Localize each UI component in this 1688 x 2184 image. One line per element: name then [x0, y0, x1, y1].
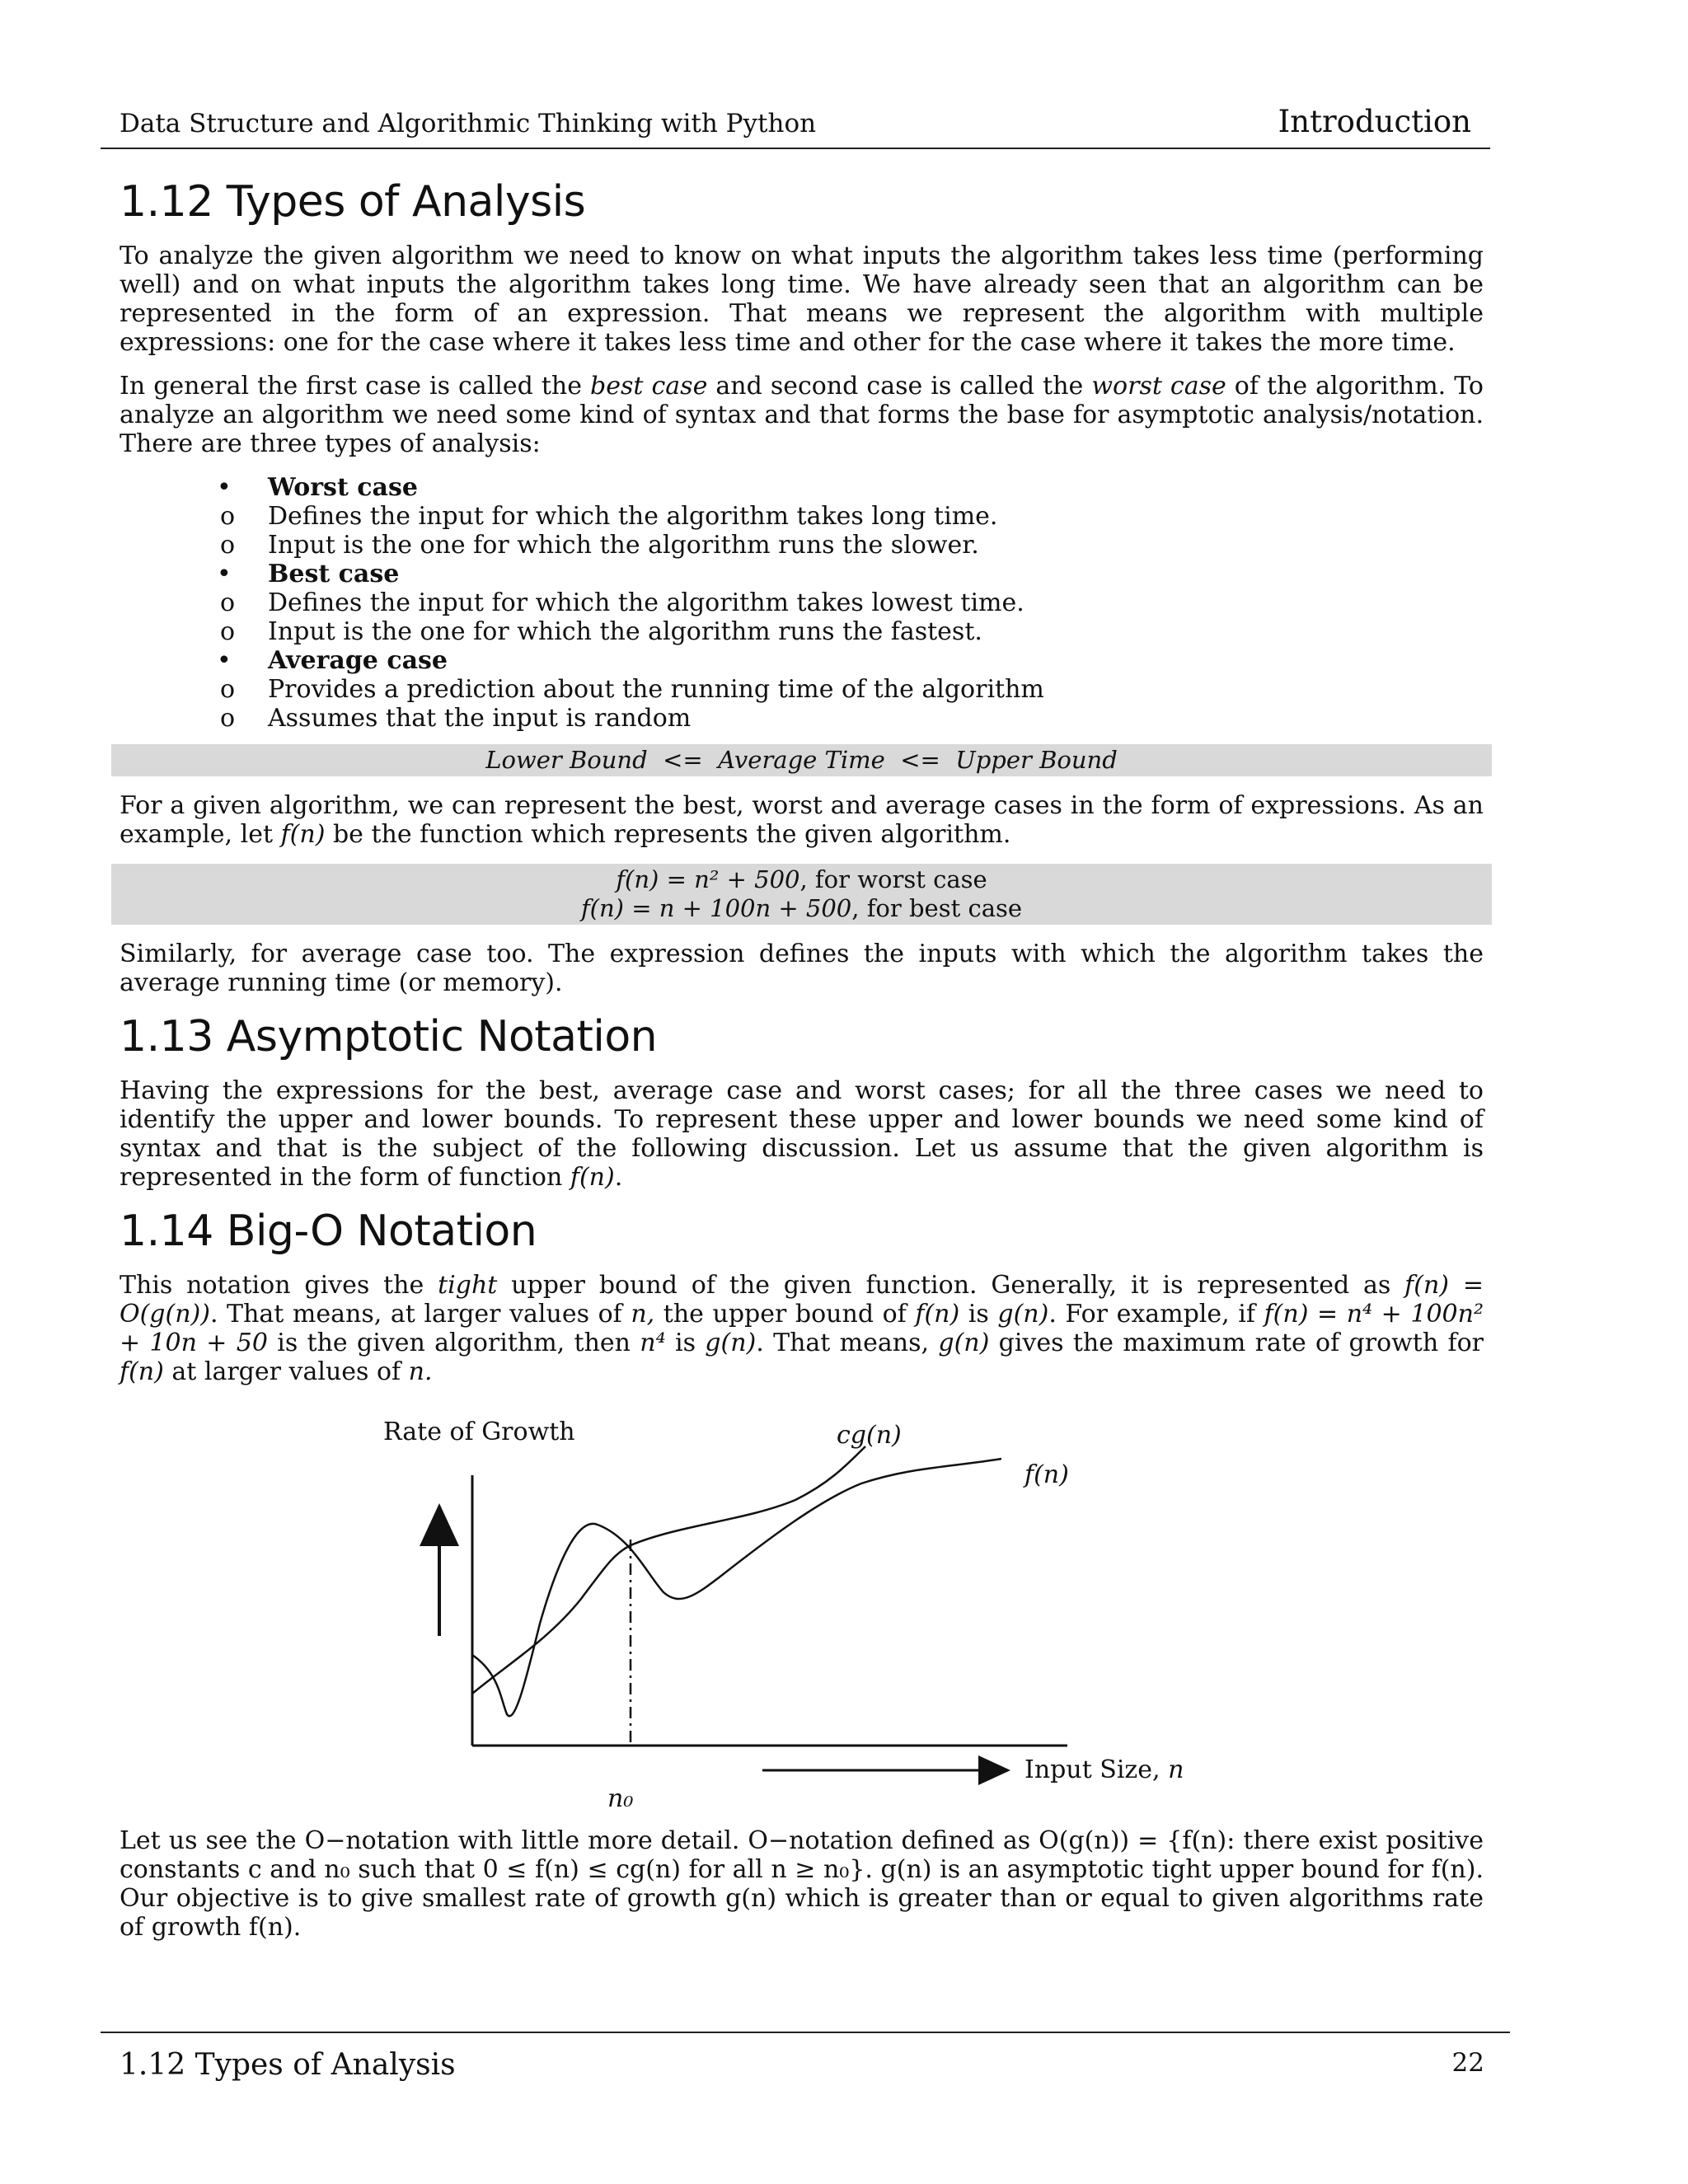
bullet: • [217, 473, 232, 502]
paragraph: Let us see the O−notation with little more detail. O−notation defined as O(g(n)) = {f(n): there exist positive constants c and n₀ such that 0 ≤ f(n) ≤ cg(n) for all n ≥ n₀}. g(n) is an asymptotic tight upper bound for f(n). Our objective is to give smallest rate of growth g(n) which is greater than or equal to given algorithms rate of growth f(n). [120, 1826, 1484, 1942]
page-number: 22 [1451, 2048, 1484, 2078]
sub-list-item: o Defines the input for which the algorithm takes lowest time. [220, 588, 1025, 617]
f-n-curve [472, 1459, 1001, 1716]
n0-label: n₀ [607, 1784, 634, 1813]
footer-section: 1.12 Types of Analysis [120, 2048, 456, 2082]
sub-bullet: o [220, 675, 236, 704]
list-item-title: Average case [268, 646, 448, 675]
math: f(n) [570, 1163, 615, 1192]
equation-best-case: f(n) = n + 100n + 500, for best case [580, 894, 1023, 922]
running-header-title: Data Structure and Algorithmic Thinking with Python [120, 109, 817, 138]
sub-list [220, 588, 1484, 646]
x-axis-label: Input Size, n [1025, 1755, 1184, 1784]
list-item-title: Worst case [268, 473, 418, 502]
bullet: • [217, 646, 232, 675]
paragraph: Similarly, for average case too. The expression defines the inputs with which the algorithm takes the average running time (or memory). [120, 940, 1484, 997]
paragraph: This notation gives the tight upper bound of the given function. Generally, it is represented as f(n) = O(g(n)). That means, at larger values of n, the upper bound of f(n) is g(n). For example, if f(n) = n⁴ + 100n² + 10n + 50 is the given algorithm, then n⁴ is g(n). That means, g(n) gives the maximum rate of growth for f(n) at larger values of n. [120, 1271, 1484, 1386]
list-item [120, 560, 1484, 646]
growth-curves-svg [120, 1401, 1484, 1821]
paragraph: In general the first case is called the best case and second case is called the worst case of the algorithm. To analyze an algorithm we need some kind of syntax and that forms the base for asymptotic analysis/notation. There are three types of analysis: [120, 372, 1484, 458]
sub-list [220, 502, 1484, 560]
paragraph: Having the expressions for the best, average case and worst cases; for all the three cases we need to identify the upper and lower bounds. To represent these upper and lower bounds we need some kind of syntax and that is the subject of the following discussion. Let us assume that the given algorithm is represented in the form of function f(n). [120, 1076, 1484, 1192]
list-item-title: Best case [268, 560, 400, 588]
header-rule [101, 148, 1490, 149]
sub-bullet: o [220, 617, 236, 646]
list-item [120, 646, 1484, 733]
sub-bullet: o [220, 588, 236, 617]
sub-list-item: o Input is the one for which the algorithm runs the slower. [220, 531, 979, 560]
sub-bullet: o [220, 531, 236, 560]
page-content [120, 177, 1484, 1957]
cg-n-label: cg(n) [837, 1421, 902, 1450]
equation-worst-case: f(n) = n² + 500, for worst case [616, 865, 987, 893]
emphasis: best case [590, 372, 708, 401]
sub-list-item: o Provides a prediction about the running time of the algorithm [220, 675, 1044, 704]
list-item [120, 473, 1484, 560]
paragraph: To analyze the given algorithm we need to know on what inputs the algorithm takes less time (performing well) and on what inputs the algorithm takes long time. We have already seen that an algorithm can be represented in the form of an expression. That means we represent the algorithm with multiple expressions: one for the case where it takes less time and other for the case where it takes the more time. [120, 241, 1484, 357]
emphasis: worst case [1091, 372, 1226, 401]
case-equations-box [111, 864, 1492, 925]
sub-list [220, 675, 1484, 733]
bounds-formula-box: Lower Bound <= Average Time <= Upper Bound [111, 744, 1492, 776]
sub-bullet: o [220, 502, 236, 531]
analysis-types-list [120, 473, 1484, 733]
section-title-1-13: 1.13 Asymptotic Notation [120, 1012, 658, 1062]
sub-list-item: o Input is the one for which the algorithm runs the fastest. [220, 617, 982, 646]
running-header-chapter: Introduction [1278, 104, 1471, 139]
math: f(n) [280, 820, 326, 849]
f-n-label: f(n) [1025, 1460, 1069, 1489]
section-title-1-12: 1.12 Types of Analysis [120, 177, 586, 227]
sub-list-item: o Assumes that the input is random [220, 704, 692, 733]
emphasis: tight [438, 1271, 498, 1300]
y-axis-label: Rate of Growth [383, 1418, 575, 1446]
big-o-growth-diagram [120, 1401, 1484, 1821]
section-title-1-14: 1.14 Big-O Notation [120, 1207, 537, 1256]
sub-list-item: o Defines the input for which the algorithm takes long time. [220, 502, 998, 531]
bullet: • [217, 560, 232, 588]
paragraph: For a given algorithm, we can represent the best, worst and average cases in the form of expressions. As an example, let f(n) be the function which represents the given algorithm. [120, 791, 1484, 849]
footer-rule [101, 2032, 1510, 2033]
sub-bullet: o [220, 704, 236, 733]
